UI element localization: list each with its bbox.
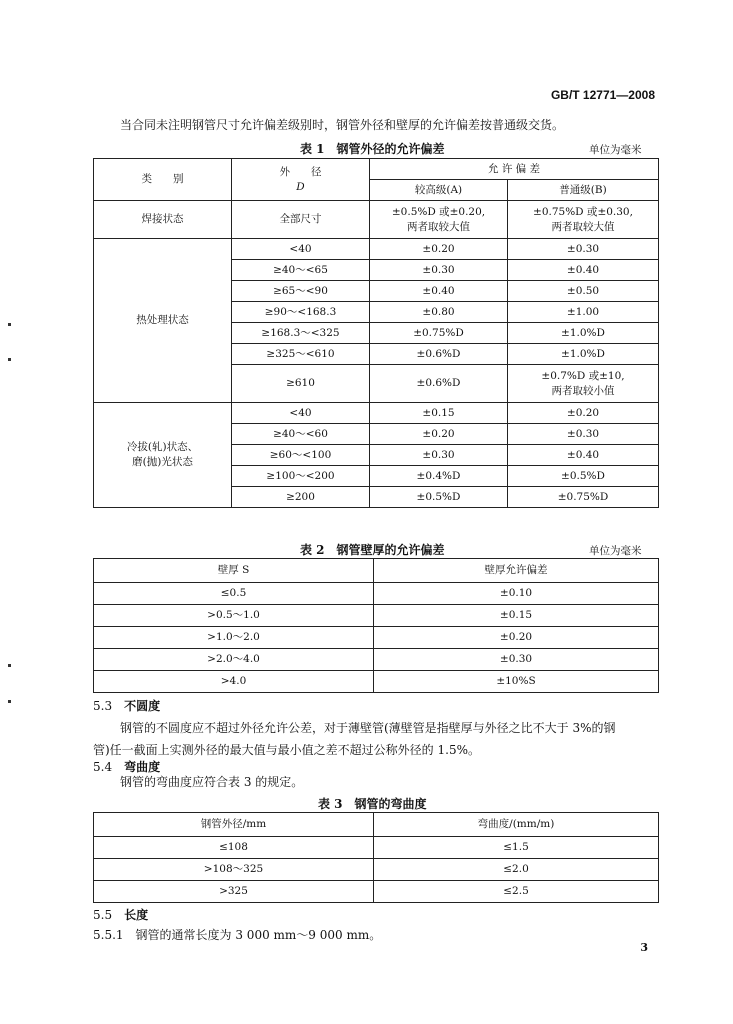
wall-thickness-cell: >2.0～4.0 — [94, 649, 374, 671]
grade-a-cell — [370, 239, 508, 260]
grade-b-cell-line: ±0.40 — [566, 448, 600, 461]
table1-unit: 单位为毫米 — [589, 144, 642, 156]
grade-b-cell — [508, 239, 659, 260]
grade-b-cell — [508, 323, 659, 344]
section-number: 5.5 — [93, 908, 113, 922]
standard-code: GB/T 12771—2008 — [550, 88, 655, 102]
grade-b-cell-line: ±0.20 — [566, 406, 600, 419]
grade-a-cell — [370, 487, 508, 508]
wall-thickness-cell: >4.0 — [94, 671, 374, 693]
pipe-od-cell: >325 — [94, 881, 374, 903]
intro-paragraph: 当合同未注明钢管尺寸允许偏差级别时，钢管外径和壁厚的允许偏差按普通级交货。 — [120, 118, 565, 132]
grade-b-cell-line: ±1.0%D — [561, 326, 605, 339]
bending-cell: ≤2.5 — [374, 881, 659, 903]
grade-b-cell-line: ±0.40 — [566, 263, 600, 276]
grade-a-cell-line: 两者取较大值 — [407, 220, 470, 233]
od-range-cell: ≥65～<90 — [232, 281, 370, 302]
od-range-cell: 全部尺寸 — [232, 201, 370, 239]
grade-a-cell — [370, 302, 508, 323]
scan-mark — [8, 700, 11, 703]
grade-a-cell — [370, 365, 508, 403]
section-number: 5.3 — [93, 699, 113, 713]
table-row — [94, 583, 659, 605]
od-range-cell: ≥40～<65 — [232, 260, 370, 281]
grade-a-cell-line: ±0.5%D 或±0.20, — [391, 205, 486, 218]
od-range-cell: <40 — [232, 403, 370, 424]
section-number: 5.5.1 — [93, 928, 124, 942]
table-row — [94, 239, 659, 260]
category-cell: 焊接状态 — [94, 201, 232, 239]
od-range-cell: <40 — [232, 239, 370, 260]
section-title: 不圆度 — [124, 699, 161, 713]
table-row — [94, 671, 659, 693]
header-bending: 弯曲度/(mm/m) — [374, 813, 659, 837]
category-cell — [94, 403, 232, 508]
table-row — [94, 881, 659, 903]
grade-a-cell-line: ±0.5%D — [416, 490, 461, 503]
category-cell: 热处理状态 — [94, 239, 232, 403]
grade-a-cell-line: ±0.40 — [422, 284, 455, 297]
grade-a-cell — [370, 281, 508, 302]
table3-caption: 表 3 钢管的弯曲度 — [318, 797, 427, 811]
grade-b-cell — [508, 487, 659, 508]
section-text: 钢管的通常长度为 3 000 mm～9 000 mm。 — [135, 928, 382, 942]
grade-a-cell-line: ±0.30 — [422, 448, 455, 461]
grade-b-cell-line: ±0.30 — [566, 427, 600, 440]
bending-table — [93, 812, 659, 903]
grade-a-cell-line: ±0.30 — [422, 263, 455, 276]
section-5-3-text-line1: 钢管的不圆度应不超过外径允许公差，对于薄壁管(薄壁管是指壁厚与外径之比不大于 3%的钢 — [120, 721, 616, 735]
wall-thickness-cell: ≤0.5 — [94, 583, 374, 605]
od-range-cell: ≥325～<610 — [232, 344, 370, 365]
section-5-5-1 — [93, 926, 381, 943]
grade-b-cell-line: 两者取较小值 — [551, 384, 615, 397]
header-outer-diameter — [232, 159, 370, 201]
grade-b-cell — [508, 302, 659, 323]
thickness-tolerance-cell: ±0.30 — [374, 649, 659, 671]
grade-a-cell-line: ±0.20 — [422, 427, 455, 440]
grade-b-cell-line: ±1.00 — [566, 305, 600, 318]
section-title: 弯曲度 — [124, 760, 161, 774]
grade-b-cell-line: ±1.0%D — [561, 347, 605, 360]
od-range-cell: ≥168.3～<325 — [232, 323, 370, 344]
od-range-cell: ≥200 — [232, 487, 370, 508]
wall-thickness-table — [93, 558, 659, 693]
table-row — [94, 403, 659, 424]
grade-b-cell-line: ±0.7%D 或±10, — [541, 369, 625, 382]
header-tolerance: 允 许 偏 差 — [370, 159, 659, 180]
grade-b-cell — [508, 365, 659, 403]
section-5-4-text: 钢管的弯曲度应符合表 3 的规定。 — [120, 775, 304, 789]
grade-a-cell-line: ±0.4%D — [416, 469, 461, 482]
od-range-cell: ≥610 — [232, 365, 370, 403]
grade-b-cell — [508, 201, 659, 239]
grade-a-cell — [370, 201, 508, 239]
grade-a-cell-line: ±0.6%D — [416, 347, 461, 360]
grade-b-cell — [508, 281, 659, 302]
grade-b-cell-line: ±0.5%D — [561, 469, 605, 482]
table-row — [94, 649, 659, 671]
header-grade-a: 较高级(A) — [370, 180, 508, 201]
thickness-tolerance-cell: ±0.15 — [374, 605, 659, 627]
grade-a-cell-line: ±0.80 — [422, 305, 455, 318]
section-5-5-heading — [93, 906, 148, 923]
grade-a-cell — [370, 403, 508, 424]
table2-unit: 单位为毫米 — [589, 545, 642, 557]
header-od-label: 外 径 — [279, 165, 322, 178]
table-row — [94, 837, 659, 859]
thickness-tolerance-cell: ±10%S — [374, 671, 659, 693]
grade-b-cell-line: ±0.30 — [566, 242, 600, 255]
section-title: 长度 — [124, 908, 149, 922]
section-5-3-text-line2: 管)任一截面上实测外径的最大值与最小值之差不超过公称外径的 1.5%。 — [93, 743, 480, 757]
scan-mark — [8, 323, 11, 326]
grade-a-cell — [370, 424, 508, 445]
bending-cell: ≤2.0 — [374, 859, 659, 881]
pipe-od-cell: >108～325 — [94, 859, 374, 881]
grade-b-cell — [508, 445, 659, 466]
header-grade-b: 普通级(B) — [508, 180, 659, 201]
grade-a-cell — [370, 344, 508, 365]
section-number: 5.4 — [93, 760, 113, 774]
header-thickness-tolerance: 壁厚允许偏差 — [374, 559, 659, 583]
table-row — [94, 201, 659, 239]
header-pipe-od: 钢管外径/mm — [94, 813, 374, 837]
category-cell-line: 冷拔(轧)状态、 — [126, 441, 199, 453]
od-range-cell: ≥100～<200 — [232, 466, 370, 487]
od-tolerance-table — [93, 158, 659, 508]
table-row — [94, 605, 659, 627]
wall-thickness-cell: >0.5～1.0 — [94, 605, 374, 627]
od-range-cell: ≥90～<168.3 — [232, 302, 370, 323]
grade-a-cell — [370, 260, 508, 281]
grade-b-cell — [508, 403, 659, 424]
section-5-3-heading — [93, 697, 160, 714]
grade-b-cell-line: ±0.75%D — [557, 490, 609, 503]
grade-a-cell — [370, 466, 508, 487]
grade-b-cell-line: 两者取较大值 — [551, 220, 615, 233]
od-range-cell: ≥60～<100 — [232, 445, 370, 466]
header-od-symbol: D — [296, 180, 305, 193]
grade-a-cell — [370, 323, 508, 344]
grade-a-cell — [370, 445, 508, 466]
grade-a-cell-line: ±0.75%D — [413, 326, 464, 339]
thickness-tolerance-cell: ±0.20 — [374, 627, 659, 649]
grade-b-cell — [508, 260, 659, 281]
grade-a-cell-line: ±0.15 — [422, 406, 455, 419]
scan-mark — [8, 664, 11, 667]
table-row — [94, 627, 659, 649]
wall-thickness-cell: >1.0～2.0 — [94, 627, 374, 649]
grade-b-cell-line: ±0.75%D 或±0.30, — [533, 205, 633, 218]
pipe-od-cell: ≤108 — [94, 837, 374, 859]
grade-b-cell — [508, 466, 659, 487]
thickness-tolerance-cell: ±0.10 — [374, 583, 659, 605]
grade-a-cell-line: ±0.20 — [422, 242, 455, 255]
grade-b-cell — [508, 424, 659, 445]
scan-mark — [8, 358, 11, 361]
table1-caption: 表 1 钢管外径的允许偏差 — [300, 142, 445, 156]
grade-b-cell — [508, 344, 659, 365]
table-row — [94, 859, 659, 881]
grade-a-cell-line: ±0.6%D — [416, 377, 461, 389]
header-wall-thickness: 壁厚 S — [94, 559, 374, 583]
od-range-cell: ≥40～<60 — [232, 424, 370, 445]
page-number: 3 — [640, 941, 648, 954]
grade-b-cell-line: ±0.50 — [566, 284, 600, 297]
bending-cell: ≤1.5 — [374, 837, 659, 859]
category-cell-line: 磨(抛)光状态 — [132, 456, 193, 468]
header-category: 类 别 — [94, 159, 232, 201]
table2-caption: 表 2 钢管壁厚的允许偏差 — [300, 543, 445, 557]
